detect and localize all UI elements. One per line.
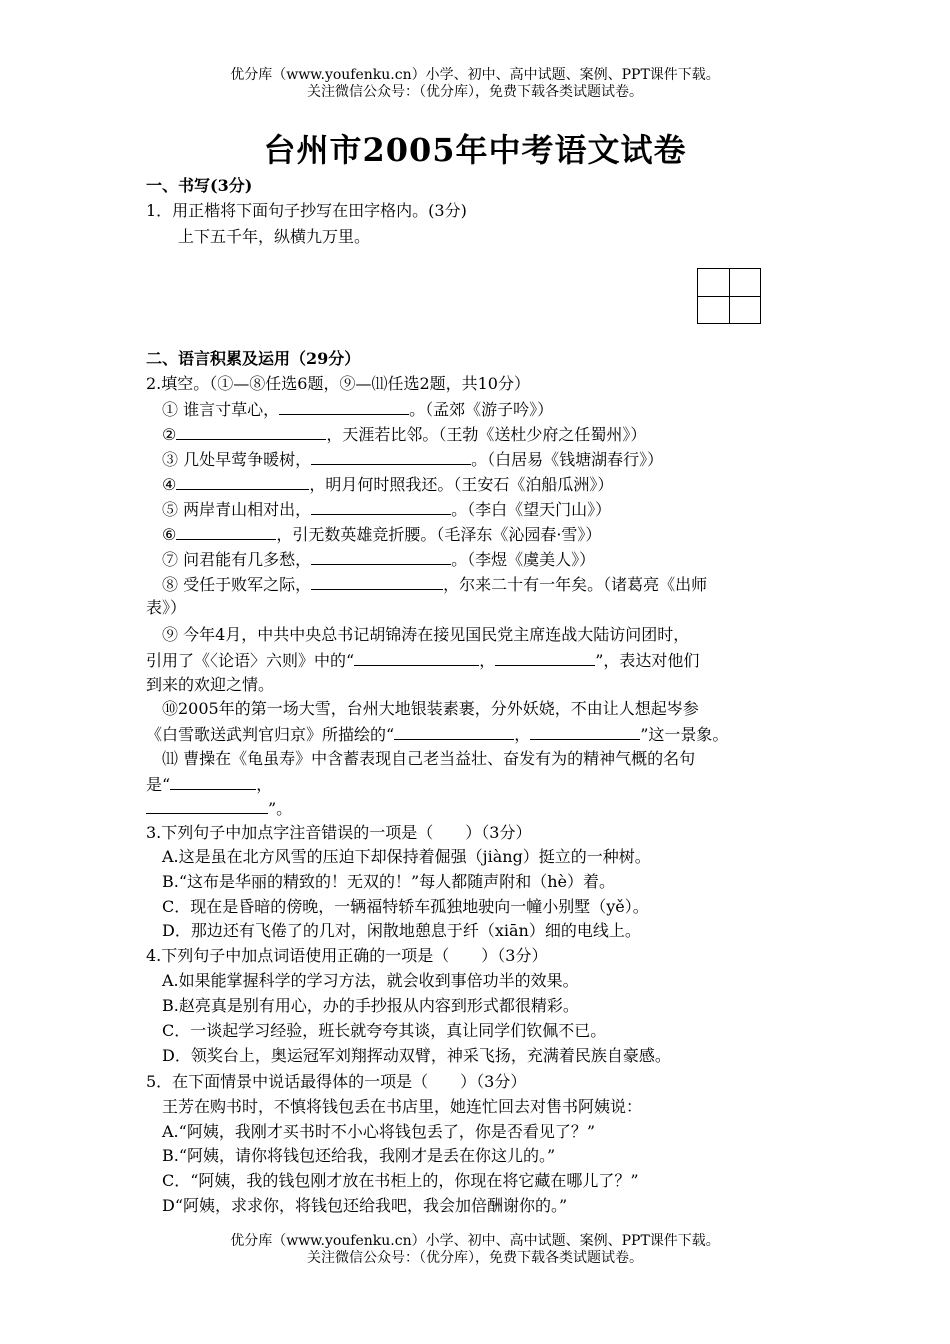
question-1-sentence: 上下五千年，纵横九万里。 bbox=[178, 227, 371, 246]
question-5-option-a[interactable]: A.“阿姨，我刚才买书时不小心将钱包丢了，你是否看见了？” bbox=[162, 1122, 596, 1141]
fill-item-9-line2: 引用了《〈论语〉六则》中的“ ， ”，表达对他们 bbox=[146, 651, 700, 670]
footer-line-2: 关注微信公众号：（优分库），免费下载各类试题试卷。 bbox=[307, 1250, 643, 1266]
question-2: 2.填空。（①—⑧任选6题，⑨—⑾任选2题，共10分） bbox=[146, 374, 530, 393]
fill-item-5: ⑤ 两岸青山相对出， 。（李白《望天门山》） bbox=[162, 500, 612, 519]
answer-blank[interactable] bbox=[311, 548, 451, 565]
exam-title: 台州市2005年中考语文试卷 bbox=[263, 131, 687, 169]
fill-item-6: ⑥ ，引无数英雄竞折腰。（毛泽东《沁园春·雪》） bbox=[162, 525, 602, 544]
question-4-option-b[interactable]: B.赵亮真是别有用心，办的手抄报从内容到形式都很精彩。 bbox=[162, 996, 579, 1015]
fill-item-9-line1: ⑨ 今年4月，中共中央总书记胡锦涛在接见国民党主席连战大陆访问团时， bbox=[162, 625, 690, 644]
question-4-option-a[interactable]: A.如果能掌握科学的学习方法，就会收到事倍功半的效果。 bbox=[162, 971, 579, 990]
header-line-2: 关注微信公众号：（优分库），免费下载各类试题试卷。 bbox=[307, 84, 643, 100]
answer-blank[interactable] bbox=[311, 498, 451, 515]
question-1: 1．用正楷将下面句子抄写在田字格内。(3分) bbox=[146, 201, 467, 220]
fill-item-3: ③ 几处早莺争暖树， 。（白居易《钱塘湖春行》） bbox=[162, 450, 664, 469]
fill-item-8: ⑧ 受任于败军之际， ，尔来二十有一年矣。（诸葛亮《出师 bbox=[162, 575, 708, 594]
footer-line-1: 优分库（www.youfenku.cn）小学、初中、高中试题、案例、PPT课件下载。 bbox=[230, 1233, 720, 1249]
section2-heading: 二、语言积累及运用（29分） bbox=[146, 349, 361, 368]
question-3: 3.下列句子中加点字注音错误的一项是（ ）（3分） bbox=[146, 823, 532, 842]
question-3-option-c[interactable]: C．现在是昏暗的傍晚，一辆福特轿车孤独地驶向一幢小别墅（yě）。 bbox=[162, 897, 649, 916]
question-3-option-d[interactable]: D．那边还有飞倦了的几对，闲散地憩息于纤（xiān）细的电线上。 bbox=[162, 921, 641, 940]
question-5: 5．在下面情景中说话最得体的一项是（ ）（3分） bbox=[146, 1072, 527, 1091]
page-header bbox=[0, 67, 950, 101]
fill-item-7: ⑦ 问君能有几多愁， 。（李煜《虞美人》） bbox=[162, 550, 596, 569]
answer-blank[interactable] bbox=[170, 773, 256, 790]
fill-item-11-line1: ⑾ 曹操在《龟虽寿》中含蓄表现自己老当益壮、奋发有为的精神气概的名句 bbox=[162, 749, 696, 768]
fill-item-2: ② ，天涯若比邻。（王勃《送杜少府之任蜀州》） bbox=[162, 425, 647, 444]
fill-item-9-line3: 到来的欢迎之情。 bbox=[146, 675, 275, 694]
answer-blank[interactable] bbox=[530, 723, 640, 740]
question-5-option-d[interactable]: D“阿姨，求求你，将钱包还给我吧，我会加倍酬谢你的。” bbox=[162, 1196, 568, 1215]
question-3-option-a[interactable]: A.这是虽在北方风雪的压迫下却保持着倔强（jiàng）挺立的一种树。 bbox=[162, 847, 651, 866]
fill-item-11-line3: ”。 bbox=[146, 797, 292, 820]
fill-item-10-line1: ⑩2005年的第一场大雪，台州大地银装素裹，分外妖娆，不由让人想起岑参 bbox=[162, 699, 699, 718]
header-line-1: 优分库（www.youfenku.cn）小学、初中、高中试题、案例、PPT课件下载。 bbox=[230, 67, 720, 83]
question-4: 4.下列句子中加点词语使用正确的一项是（ ）（3分） bbox=[146, 946, 548, 965]
question-5-option-c[interactable]: C．“阿姨，我的钱包刚才放在书柜上的，你现在将它藏在哪儿了？” bbox=[162, 1171, 639, 1190]
fill-item-4: ④ ，明月何时照我还。（王安石《泊船瓜洲》） bbox=[162, 475, 614, 494]
section1-heading: 一、书写(3分) bbox=[146, 176, 253, 195]
fill-item-1: ① 谁言寸草心， 。（孟郊《游子吟》） bbox=[162, 400, 554, 419]
fill-item-8-continued: 表》） bbox=[146, 598, 187, 617]
question-4-option-d[interactable]: D．领奖台上，奥运冠军刘翔挥动双臂，神采飞扬，充满着民族自豪感。 bbox=[162, 1046, 671, 1065]
answer-blank[interactable] bbox=[176, 473, 309, 490]
fill-item-11-line2: 是“ ， bbox=[146, 775, 273, 794]
tianzige-grid[interactable] bbox=[697, 268, 761, 324]
question-3-option-b[interactable]: B.“这布是华丽的精致的！无双的！”每人都随声附和（hè）着。 bbox=[162, 872, 615, 891]
answer-blank[interactable] bbox=[311, 573, 443, 590]
page-footer bbox=[0, 1233, 950, 1267]
answer-blank[interactable] bbox=[311, 448, 471, 465]
answer-blank[interactable] bbox=[146, 797, 268, 814]
answer-blank[interactable] bbox=[354, 649, 479, 666]
question-5-intro: 王芳在购书时，不慎将钱包丢在书店里，她连忙回去对售书阿姨说： bbox=[162, 1097, 643, 1116]
fill-item-10-line2: 《白雪歌送武判官归京》所描绘的“ ， ”这一景象。 bbox=[146, 725, 729, 744]
answer-blank[interactable] bbox=[279, 398, 409, 415]
answer-blank[interactable] bbox=[176, 423, 326, 440]
answer-blank[interactable] bbox=[176, 523, 276, 540]
answer-blank[interactable] bbox=[495, 649, 595, 666]
question-4-option-c[interactable]: C．一谈起学习经验，班长就夸夸其谈，真让同学们钦佩不已。 bbox=[162, 1021, 607, 1040]
answer-blank[interactable] bbox=[394, 723, 514, 740]
question-5-option-b[interactable]: B.“阿姨，请你将钱包还给我，我刚才是丢在你这儿的。” bbox=[162, 1146, 556, 1165]
